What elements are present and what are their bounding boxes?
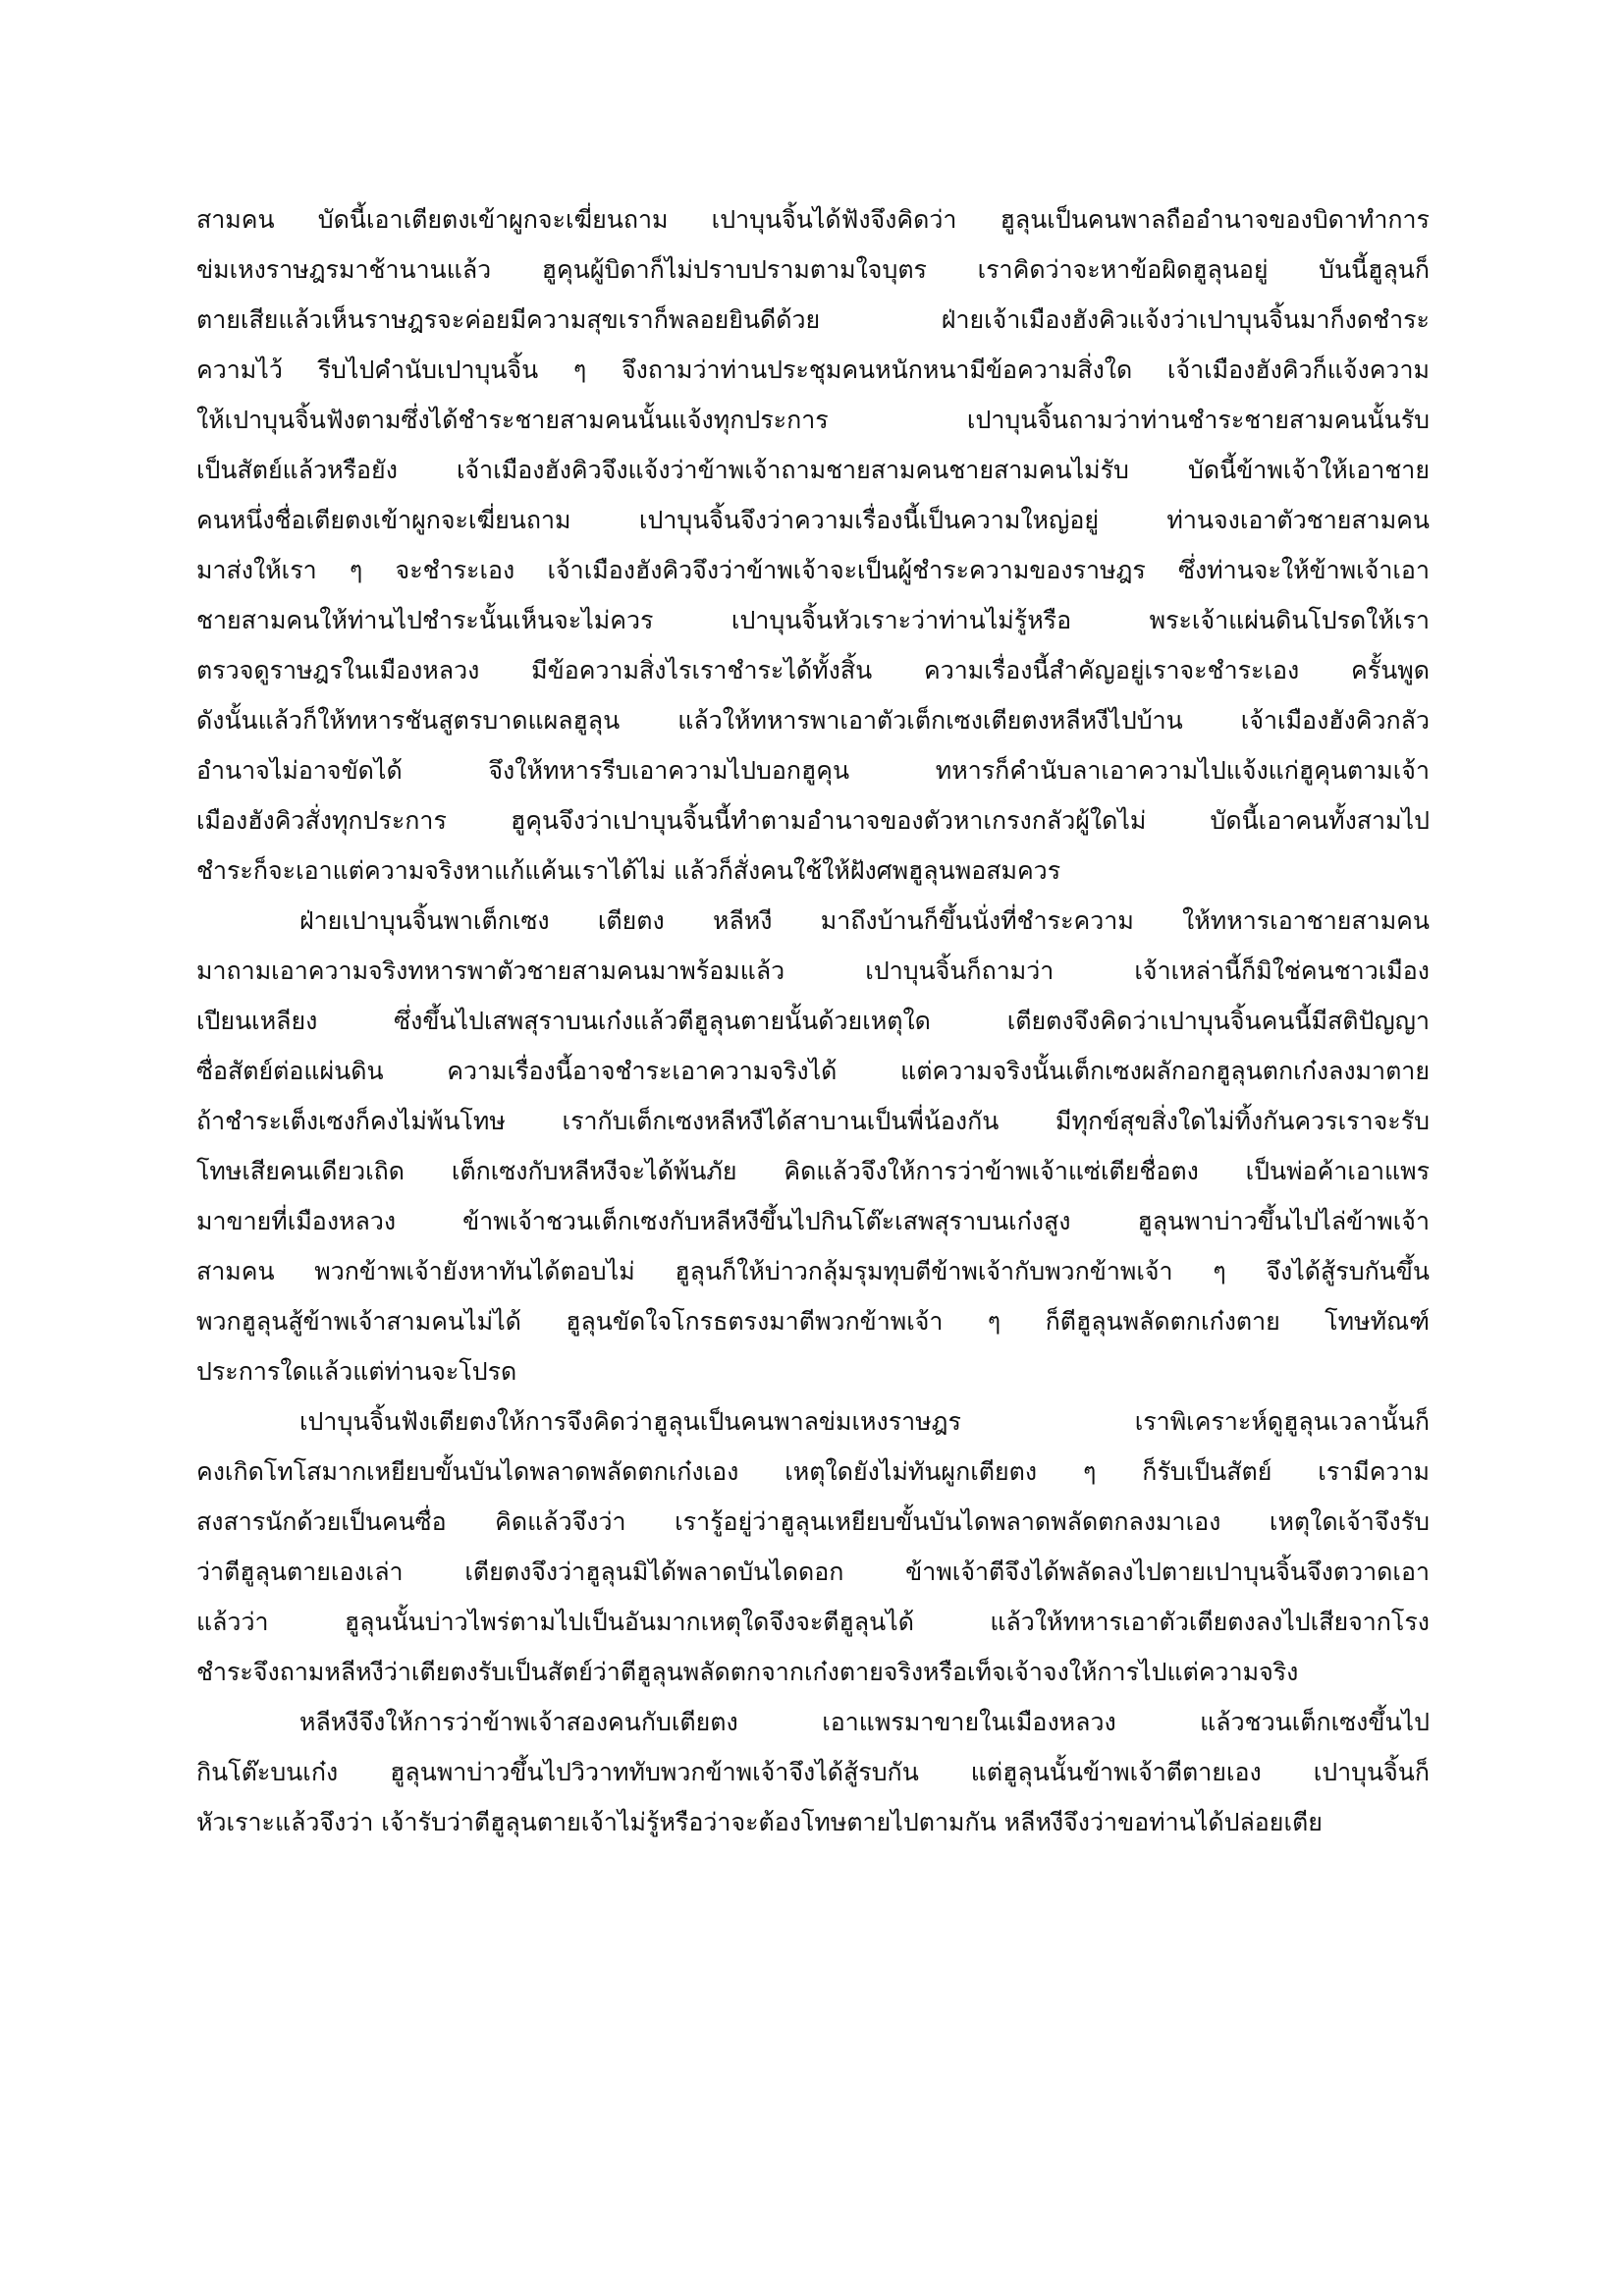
text-line: เมืองฮังคิวสั่งทุกประการ ฮูคุนจึงว่าเปาบุนจิ้นนี้ทำตามอำนาจของตัวหาเกรงกลัวผู้ใดไม่ บัดนี้เอาคนทั้งสามไป	[196, 806, 1430, 835]
text-line: โทษเสียคนเดียวเถิด เต็กเซงกับหลีหงีจะได้พ้นภัย คิดแล้วจึงให้การว่าข้าพเจ้าแซ่เตียชื่อตง เป็นพ่อค้าเอาแพร	[196, 1157, 1430, 1185]
text-line: มาส่งให้เรา ๆ จะชำระเอง เจ้าเมืองฮังคิวจึงว่าข้าพเจ้าจะเป็นผู้ชำระความของราษฎร ซึ่งท่านจะให้ข้าพเจ้าเอา	[196, 556, 1430, 584]
text-line: ซื่อสัตย์ต่อแผ่นดิน ความเรื่องนี้อาจชำระเอาความจริงได้ แต่ความจริงนั้นเต็กเซงผลักอกฮูลุนตกเก๋งลงมาตาย	[196, 1057, 1430, 1085]
text-line: พวกฮูลุนสู้ข้าพเจ้าสามคนไม่ได้ ฮูลุนขัดใจโกรธตรงมาตีพวกข้าพเจ้า ๆ ก็ตีฮูลุนพลัดตกเก๋งตาย โทษทัณฑ์	[196, 1307, 1430, 1336]
text-line: ชำระจึงถามหลีหงีว่าเตียตงรับเป็นสัตย์ว่าตีฮูลุนพลัดตกจากเก๋งตายจริงหรือเท็จเจ้าจงให้การไปแต่ความจริง	[196, 1658, 1299, 1686]
text-line: ข่มเหงราษฎรมาช้านานแล้ว ฮูคุนผู้บิดาก็ไม่ปราบปรามตามใจบุตร เราคิดว่าจะหาข้อผิดฮูลุนอยู่ บันนี้ฮูลุนก็	[196, 255, 1430, 284]
text-line: ดังนั้นแล้วก็ให้ทหารชันสูตรบาดแผลฮูลุน แล้วให้ทหารพาเอาตัวเต็กเซงเตียตงหลีหงีไปบ้าน เจ้าเมืองฮังคิวกลัว	[196, 706, 1430, 735]
text-line: คนหนึ่งชื่อเตียตงเข้าผูกจะเฆี่ยนถาม เปาบุนจิ้นจึงว่าความเรื่องนี้เป็นความใหญ่อยู่ ท่านจงเอาตัวชายสามคน	[196, 506, 1430, 534]
text-line: ฝ่ายเปาบุนจิ้นพาเต็กเซง เตียตง หลีหงี มาถึงบ้านก็ขึ้นนั่งที่ชำระความ ให้ทหารเอาชายสามคน	[299, 906, 1430, 935]
text-line: มาถามเอาความจริงทหารพาตัวชายสามคนมาพร้อมแล้ว เปาบุนจิ้นก็ถามว่า เจ้าเหล่านี้ก็มิใช่คนชาวเมือง	[196, 957, 1430, 985]
text-line: สงสารนักด้วยเป็นคนซื่อ คิดแล้วจึงว่า เรารู้อยู่ว่าฮูลุนเหยียบขั้นบันไดพลาดพลัดตกลงมาเอง เหตุใดเจ้าจึงรับ	[196, 1507, 1430, 1536]
text-line: มาขายที่เมืองหลวง ข้าพเจ้าชวนเต็กเซงกับหลีหงีขึ้นไปกินโต๊ะเสพสุราบนเก๋งสูง ฮูลุนพาบ่าวขึ้นไปไล่ข้าพเจ้า	[196, 1207, 1430, 1235]
text-line: เป็นสัตย์แล้วหรือยัง เจ้าเมืองฮังคิวจึงแจ้งว่าข้าพเจ้าถามชายสามคนชายสามคนไม่รับ บัดนี้ข้าพเจ้าให้เอาชาย	[196, 456, 1430, 484]
text-line: ความไว้ รีบไปคำนับเปาบุนจิ้น ๆ จึงถามว่าท่านประชุมคนหนักหนามีข้อความสิ่งใด เจ้าเมืองฮังคิวก็แจ้งความ	[196, 355, 1430, 384]
text-line: ตรวจดูราษฎรในเมืองหลวง มีข้อความสิ่งไรเราชำระได้ทั้งสิ้น ความเรื่องนี้สำคัญอยู่เราจะชำระเอง ครั้นพูด	[196, 656, 1430, 684]
text-line: ตายเสียแล้วเห็นราษฎรจะค่อยมีความสุขเราก็พลอยยินดีด้วย ฝ่ายเจ้าเมืองฮังคิวแจ้งว่าเปาบุนจิ้นมาก็งดชำระ	[196, 305, 1430, 334]
text-line: ชายสามคนให้ท่านไปชำระนั้นเห็นจะไม่ควร เปาบุนจิ้นหัวเราะว่าท่านไม่รู้หรือ พระเจ้าแผ่นดินโปรดให้เรา	[196, 606, 1430, 634]
paragraph	[196, 1697, 1430, 1847]
text-line: เปาบุนจิ้นฟังเตียตงให้การจึงคิดว่าฮูลุนเป็นคนพาลข่มเหงราษฎร เราพิเคราะห์ดูฮูลุนเวลานั้นก็	[299, 1407, 1430, 1436]
text-line: สามคน พวกข้าพเจ้ายังหาทันได้ตอบไม่ ฮูลุนก็ให้บ่าวกลุ้มรุมทุบตีข้าพเจ้ากับพวกข้าพเจ้า ๆ จึงได้สู้รบกันขึ้น	[196, 1257, 1430, 1285]
text-line: สามคน บัดนี้เอาเตียตงเข้าผูกจะเฆี่ยนถาม เปาบุนจิ้นได้ฟังจึงคิดว่า ฮูลุนเป็นคนพาลถืออำนาจของบิดาทำการ	[196, 205, 1430, 234]
document-body	[196, 194, 1430, 1847]
text-line: ให้เปาบุนจิ้นฟังตามซึ่งได้ชำระชายสามคนนั้นแจ้งทุกประการ เปาบุนจิ้นถามว่าท่านชำระชายสามคนนั้นรับ	[196, 406, 1430, 434]
text-line: ว่าตีฮูลุนตายเองเล่า เตียตงจึงว่าฮูลุนมิได้พลาดบันไดดอก ข้าพเจ้าตีจึงได้พลัดลงไปตายเปาบุนจิ้นจึงตวาดเอา	[196, 1558, 1430, 1586]
text-line: อำนาจไม่อาจขัดได้ จึงให้ทหารรีบเอาความไปบอกฮูคุน ทหารก็คำนับลาเอาความไปแจ้งแก่ฮูคุนตามเจ้า	[196, 756, 1430, 785]
text-line: ประการใดแล้วแต่ท่านจะโปรด	[196, 1357, 517, 1386]
text-line: ถ้าชำระเต็งเซงก็คงไม่พ้นโทษ เรากับเต็กเซงหลีหงีได้สาบานเป็นพี่น้องกัน มีทุกข์สุขสิ่งใดไม่ทิ้งกันควรเราจะรับ	[196, 1107, 1430, 1135]
text-line: เปียนเหลียง ซึ่งขึ้นไปเสพสุราบนเก๋งแล้วตีฮูลุนตายนั้นด้วยเหตุใด เตียตงจึงคิดว่าเปาบุนจิ้นคนนี้มีสติปัญญา	[196, 1007, 1430, 1035]
paragraph	[196, 1396, 1430, 1697]
text-line: หัวเราะแล้วจึงว่า เจ้ารับว่าตีฮูลุนตายเจ้าไม่รู้หรือว่าจะต้องโทษตายไปตามกัน หลีหงีจึงว่าขอท่านได้ปล่อยเตีย	[196, 1808, 1323, 1836]
paragraph	[196, 896, 1430, 1396]
text-line: หลีหงีจึงให้การว่าข้าพเจ้าสองคนกับเตียตง เอาแพรมาขายในเมืองหลวง แล้วชวนเต็กเซงขึ้นไป	[299, 1708, 1430, 1736]
paragraph	[196, 194, 1430, 896]
text-line: กินโต๊ะบนเก๋ง ฮูลุนพาบ่าวขึ้นไปวิวาททับพวกข้าพเจ้าจึงได้สู้รบกัน แต่ฮูลุนนั้นข้าพเจ้าตีตายเอง เปาบุนจิ้นก็	[196, 1758, 1430, 1786]
text-line: คงเกิดโทโสมากเหยียบขั้นบันไดพลาดพลัดตกเก๋งเอง เหตุใดยังไม่ทันผูกเตียตง ๆ ก็รับเป็นสัตย์ เรามีความ	[196, 1457, 1430, 1486]
text-line: แล้วว่า ฮูลุนนั้นบ่าวไพร่ตามไปเป็นอันมากเหตุใดจึงจะตีฮูลุนได้ แล้วให้ทหารเอาตัวเตียตงลงไปเสียจากโรง	[196, 1608, 1430, 1636]
text-line: ชำระก็จะเอาแต่ความจริงหาแก้แค้นเราได้ไม่ แล้วก็สั่งคนใช้ให้ฝังศพฮูลุนพอสมควร	[196, 856, 1061, 885]
